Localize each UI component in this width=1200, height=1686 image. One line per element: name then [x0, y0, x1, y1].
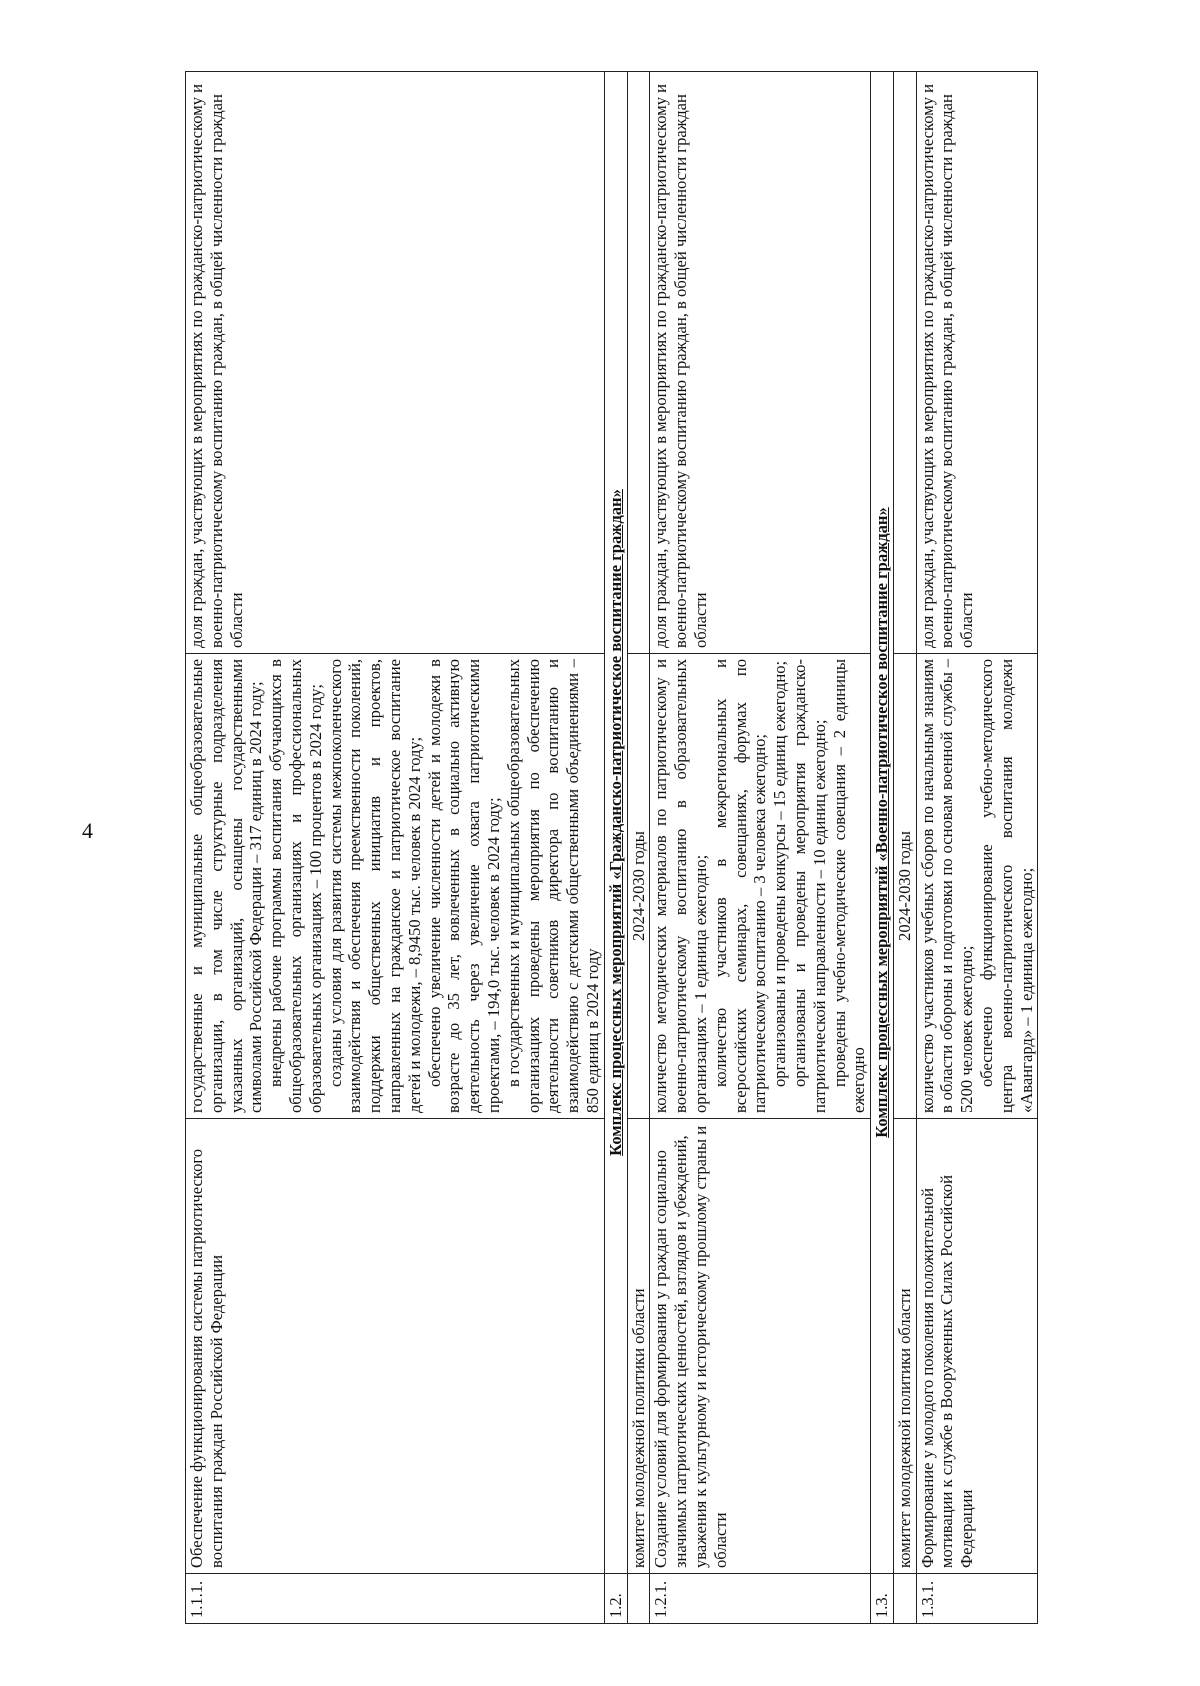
- result-item: организованы и проведены конкурсы – 15 единиц ежегодно;: [770, 660, 790, 1087]
- complex-title: Комплекс процессных мероприятий «Военно-патриотическое воспитание граждан»: [871, 72, 894, 1574]
- page-number: 4: [82, 818, 93, 843]
- complex-title-row: [871, 72, 894, 1624]
- indicator-cell: доля граждан, участвующих в мероприятиях по гражданско-патриотическому и военно-патриотическому воспитанию граждан, в общей численности граждан области: [186, 72, 605, 654]
- indicator-cell: доля граждан, участвующих в мероприятиях по гражданско-патриотическому и военно-патриотическому воспитанию граждан, в общей численности граждан области: [650, 72, 871, 654]
- results-cell: [916, 654, 1038, 1119]
- table-row: [186, 72, 605, 1624]
- result-item: государственные и муниципальные общеобразовательные организации, в том числе структурные подразделения указанных организаций, оснащены государственными символами Российской Федерации – 317 единиц в 2024 году;: [187, 659, 266, 1113]
- result-item: обеспечено функционирование учебно-методического центра военно-патриотического воспитания молодежи «Авангард» – 1 единица ежегодно;: [977, 659, 1036, 1113]
- task-cell: Формирование у молодого поколения положительной мотивации к службе в Вооруженных Силах Российской Федерации: [916, 1119, 1038, 1574]
- results-cell: [650, 654, 871, 1119]
- years-cell: 2024-2030 годы: [893, 654, 916, 1119]
- row-number: 1.2.: [604, 1574, 627, 1624]
- result-item: количество участников учебных сборов по начальным знаниям в области обороны и подготовки по основам военной службы – 5200 человек ежегодно;: [917, 659, 977, 1113]
- table-row: [916, 72, 1038, 1624]
- complex-title: Комплекс процессных мероприятий «Гражданско-патриотическое воспитание граждан»: [604, 72, 627, 1574]
- measures-table: [185, 71, 1038, 1624]
- indicator-cell: доля граждан, участвующих в мероприятиях по гражданско-патриотическому и военно-патриотическому воспитанию граждан, в общей численности граждан области: [916, 72, 1038, 654]
- result-item: обеспечено увеличение численности детей и молодежи в возрасте до 35 лет, вовлеченных в социально активную деятельность через увеличение охвата патриотическими проектами, – 194,0 тыс. человек в 2024 году;: [424, 659, 503, 1113]
- result-item: созданы условия для развития системы межпоколенческого взаимодействия и обеспечения преемственности поколений, поддержки общественных инициатив и проектов, направленных на гражданское и патриотическое воспитание детей и молодежи, – 8,9450 тыс. человек в 2024 году;: [325, 659, 424, 1113]
- result-item: количество методических материалов по патриотическому и военно-патриотическому воспитанию в образовательных организациях – 1 единица ежегодно;: [651, 659, 710, 1113]
- table-row: [650, 72, 871, 1624]
- task-cell: Создание условий для формирования у граждан социально значимых патриотических ценностей, взглядов и убеждений, уважения к культурному и историческому прошлому страны и области: [650, 1119, 871, 1574]
- responsible-row: [893, 72, 916, 1624]
- rotated-table-wrapper: [185, 72, 1079, 1624]
- result-item: проведены учебно-методические совещания – 2 единицы ежегодно: [829, 659, 869, 1113]
- row-number: 1.1.1.: [186, 1574, 605, 1624]
- responsible-cell: комитет молодежной политики области: [627, 1119, 650, 1574]
- row-number: 1.3.: [871, 1574, 894, 1624]
- years-cell: 2024-2030 годы: [627, 654, 650, 1119]
- results-cell: [186, 654, 605, 1119]
- row-number: 1.3.1.: [916, 1574, 1038, 1624]
- row-number: 1.2.1.: [650, 1574, 871, 1624]
- result-item: организованы и проведены мероприятия гражданско-патриотической направленности – 10 единиц ежегодно;: [789, 659, 829, 1113]
- result-item: количество участников в межрегиональных и всероссийских семинарах, совещаниях, форумах по патриотическому воспитанию – 3 человека ежегодно;: [710, 659, 770, 1113]
- responsible-row: [627, 72, 650, 1624]
- complex-title-row: [604, 72, 627, 1624]
- result-item: внедрены рабочие программы воспитания обучающихся в общеобразовательных организациях и профессиональных образовательных организациях – 100 процентов в 2024 году;: [266, 659, 325, 1113]
- task-cell: Обеспечение функционирования системы патриотического воспитания граждан Российской Федерации: [186, 1119, 605, 1574]
- responsible-cell: комитет молодежной политики области: [893, 1119, 916, 1574]
- result-item: в государственных и муниципальных общеобразовательных организациях проведены мероприятия по обеспечению деятельности советников директора по воспитанию и взаимодействию с детскими общественными объединениями – 850 единиц в 2024 году: [503, 659, 602, 1113]
